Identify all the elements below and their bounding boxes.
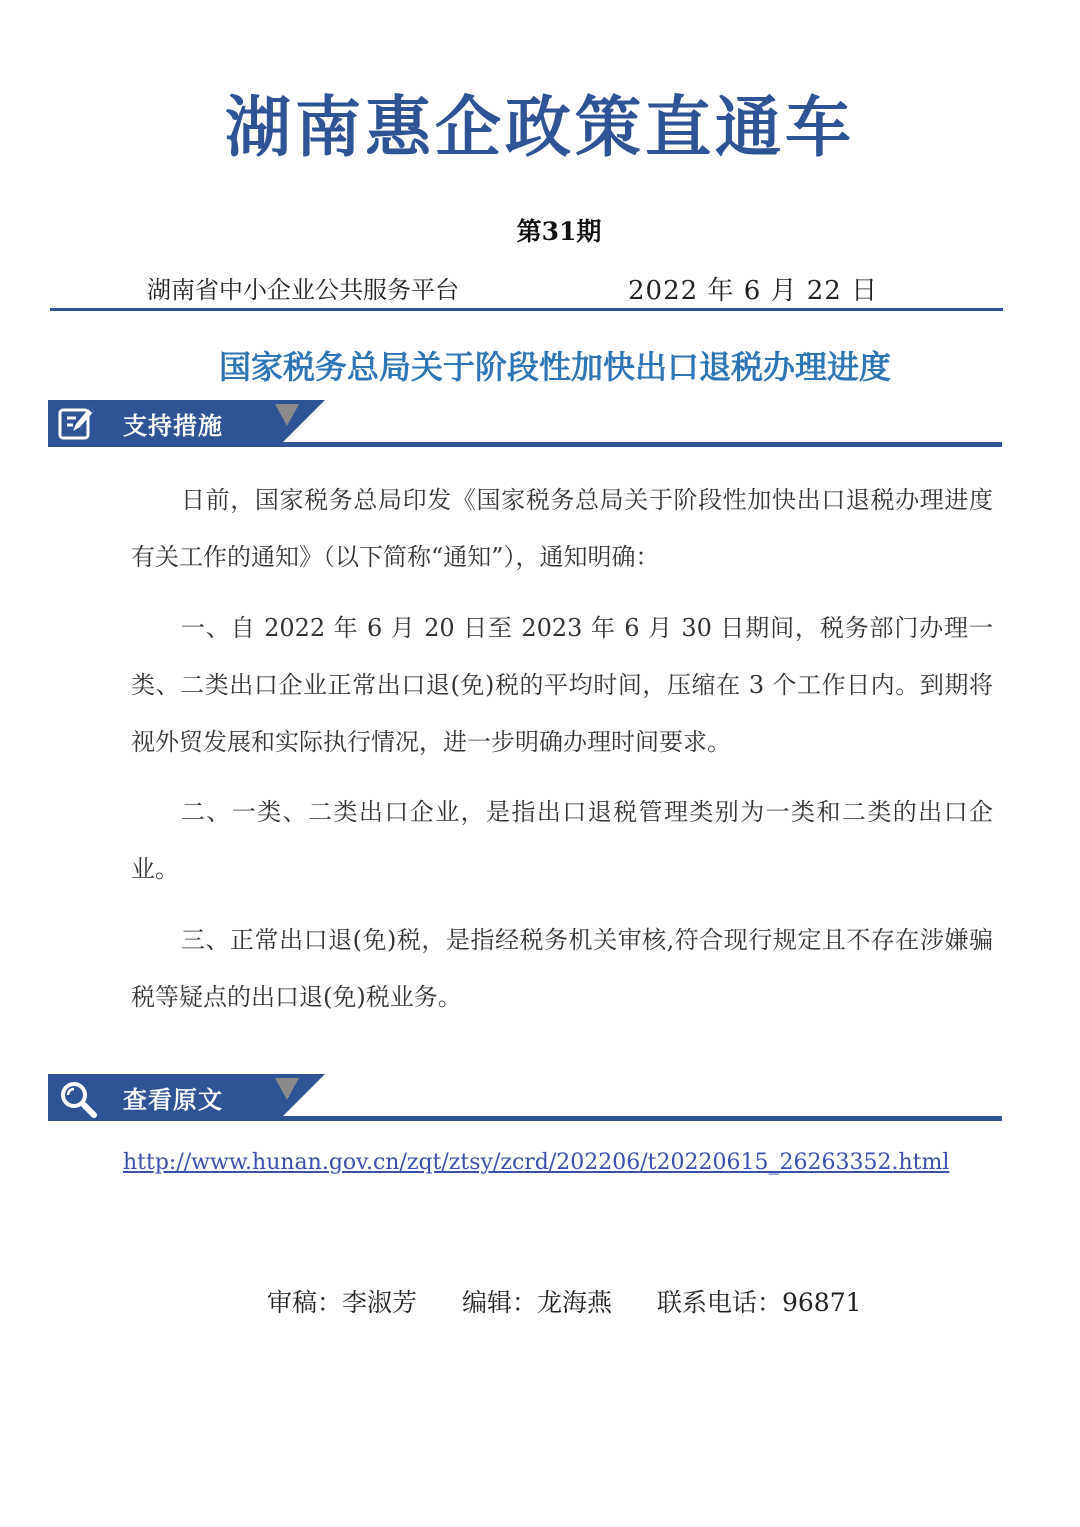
triangle-marker-icon	[274, 1076, 300, 1102]
footer-phone: 联系电话：96871	[657, 1288, 862, 1317]
header-divider	[50, 308, 1003, 311]
search-icon	[57, 1078, 95, 1116]
triangle-marker-icon	[274, 402, 300, 428]
section-label-support: 支持措施	[123, 412, 223, 440]
publisher-name: 湖南省中小企业公共服务平台	[147, 276, 459, 304]
original-article-link[interactable]: http://www.hunan.gov.cn/zqt/ztsy/zcrd/202206/t20220615_26263352.html	[123, 1150, 950, 1175]
body-paragraph-1: 一、自 2022 年 6 月 20 日至 2023 年 6 月 30 日期间，税务部门办理一类、二类出口企业正常出口退(免)税的平均时间，压缩在 3 个工作日内。到期将视外贸发展和实际执行情况，进一步明确办理时间要求。	[131, 614, 993, 756]
section-label-original: 查看原文	[123, 1086, 223, 1114]
footer-reviewer: 审稿：李淑芳	[267, 1288, 418, 1317]
section-header-original	[48, 1074, 1002, 1122]
body-paragraph-3: 三、正常出口退(免)税，是指经税务机关审核,符合现行规定且不存在涉嫌骗税等疑点的出口退(免)税业务。	[131, 926, 993, 1011]
section-underline	[48, 442, 1002, 447]
body-paragraph-2: 二、一类、二类出口企业，是指出口退税管理类别为一类和二类的出口企业。	[131, 798, 993, 883]
body-paragraph-intro: 日前，国家税务总局印发《国家税务总局关于阶段性加快出口退税办理进度有关工作的通知》（以下简称“通知”），通知明确：	[131, 486, 993, 571]
issue-number: 第31期	[516, 217, 602, 246]
article-title: 国家税务总局关于阶段性加快出口退税办理进度	[218, 348, 891, 386]
section-header-support	[48, 400, 1002, 448]
section-underline	[48, 1116, 1002, 1121]
edit-note-icon	[57, 404, 95, 442]
publish-date: 2022 年 6 月 22 日	[628, 276, 879, 306]
footer-editor: 编辑：龙海燕	[462, 1288, 613, 1317]
newsletter-masthead: 湖南惠企政策直通车	[225, 88, 855, 166]
